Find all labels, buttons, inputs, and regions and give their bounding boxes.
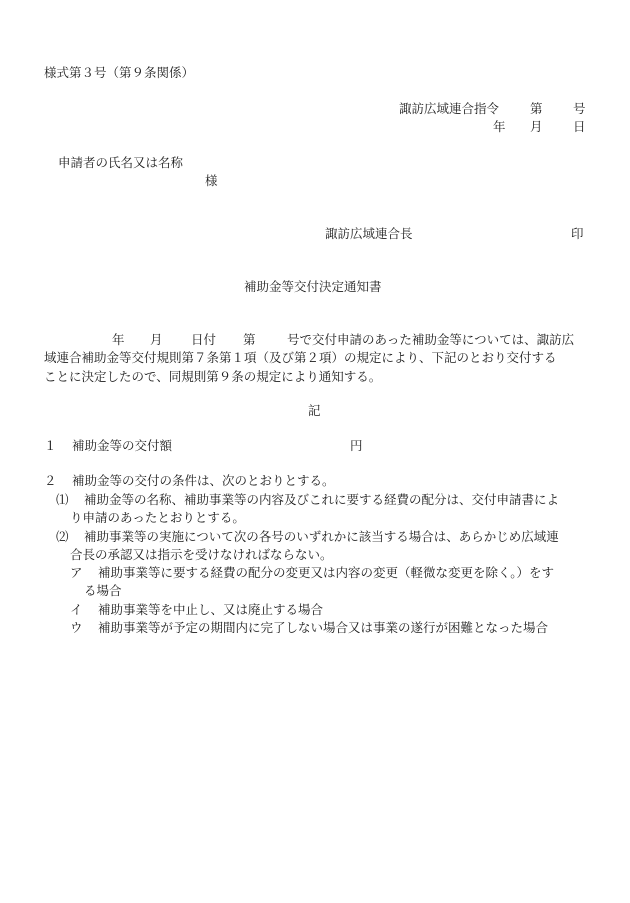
sub2u-num: ウ (70, 620, 83, 635)
sender-name: 諏訪広域連合長 (325, 226, 413, 241)
sub1-line2: り申請のあったとおりとする。 (70, 510, 245, 525)
sub2u-text: 補助事業等が予定の期間内に完了しない場合又は事業の遂行が困難となった場合 (98, 620, 549, 635)
body-year: 年 (112, 332, 125, 347)
date-month: 月 (530, 119, 543, 134)
issuer-ref: 諏訪広域連合指令 (399, 101, 500, 116)
body-day: 日付 (191, 332, 217, 347)
ref-go: 号 (573, 101, 586, 116)
recipient-sama: 様 (205, 173, 218, 188)
sub2a-num: ア (70, 565, 83, 580)
recipient-label: 申請者の氏名又は名称 (58, 155, 184, 170)
sub2-line2: 合長の承認又は指示を受けなければならない。 (70, 547, 333, 562)
body-line1: 号で交付申請のあった補助金等については、諏訪広 (287, 332, 575, 347)
ki-mark: 記 (308, 403, 321, 418)
sub2-line1: 補助事業等の実施について次の各号のいずれかに該当する場合は、あらかじめ広域連 (84, 529, 559, 544)
item1-num: １ (44, 438, 57, 453)
date-year: 年 (493, 119, 506, 134)
sub2i-num: イ (70, 602, 83, 617)
item1-label: 補助金等の交付額 (72, 438, 173, 453)
sub1-line1: 補助金等の名称、補助事業等の内容及びこれに要する経費の配分は、交付申請書によ (84, 492, 560, 507)
date-day: 日 (573, 119, 586, 134)
document-title: 補助金等交付決定通知書 (244, 279, 382, 294)
sub2a-line1: 補助事業等に要する経費の配分の変更又は内容の変更（軽微な変更を除く。）をす (98, 565, 555, 580)
body-line2: 域連合補助金等交付規則第７条第１項（及び第２項）の規定により、下記のとおり交付する (44, 350, 557, 365)
body-dai: 第 (243, 332, 256, 347)
seal-mark: 印 (571, 226, 584, 241)
item2-num: ２ (44, 473, 57, 488)
sub2i-text: 補助事業等を中止し、又は廃止する場合 (98, 602, 324, 617)
body-month: 月 (150, 332, 163, 347)
body-line3: ことに決定したので、同規則第９条の規定により通知する。 (44, 369, 382, 384)
sub2a-line2: る場合 (84, 583, 122, 598)
item1-unit: 円 (350, 438, 363, 453)
form-label: 様式第３号（第９条関係） (44, 65, 195, 80)
ref-dai: 第 (530, 101, 543, 116)
sub1-num: ⑴ (56, 492, 69, 507)
item2-label: 補助金等の交付の条件は、次のとおりとする。 (72, 473, 335, 488)
sub2-num: ⑵ (56, 529, 69, 544)
